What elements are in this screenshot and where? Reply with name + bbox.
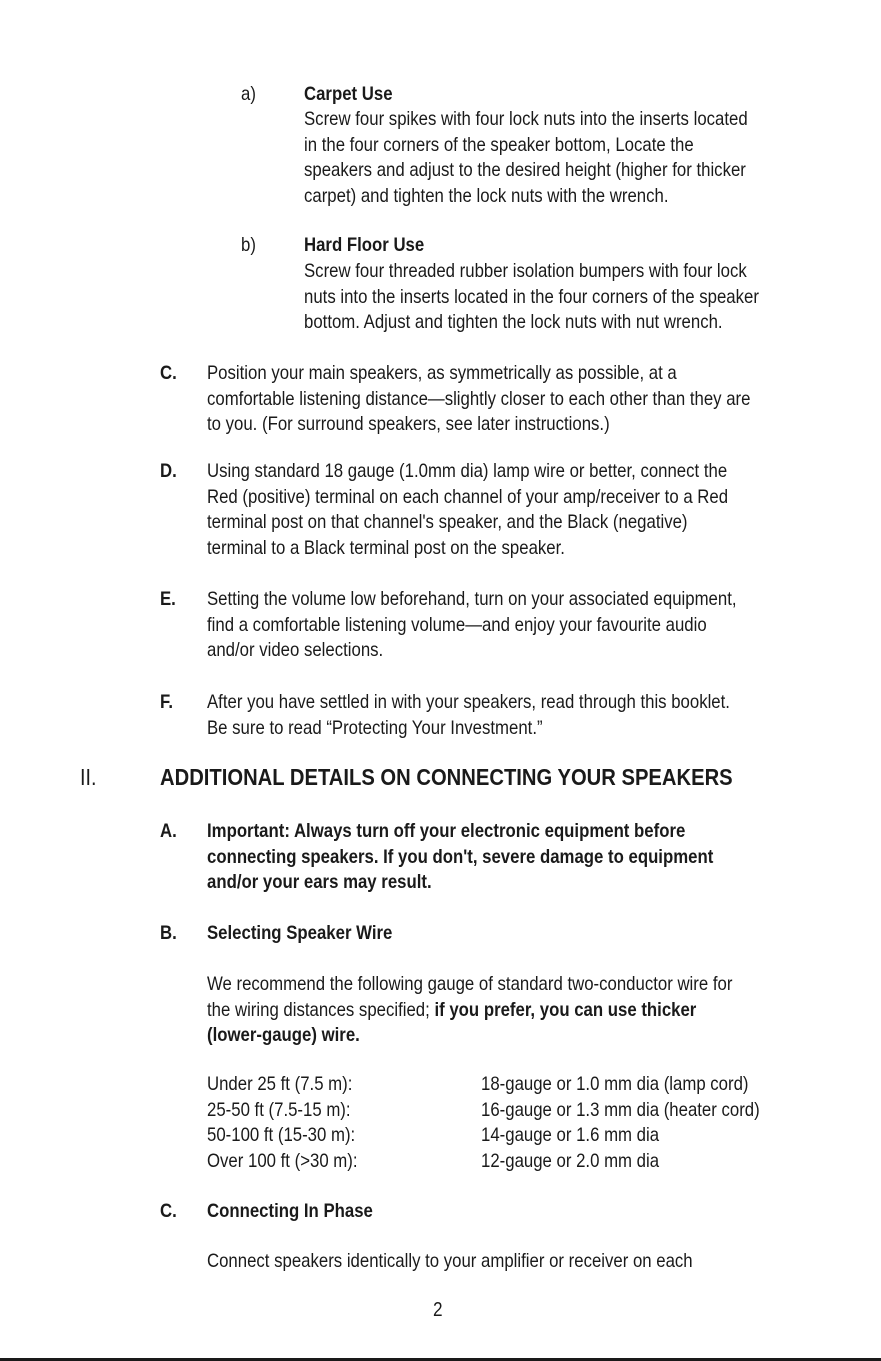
wire-distance: Under 25 ft (7.5 m):	[207, 1073, 353, 1095]
item-marker-b: B.	[160, 922, 177, 944]
text-line: Setting the volume low beforehand, turn on your associated equipment,	[207, 588, 737, 610]
carpet-use-heading: Carpet Use	[304, 83, 393, 105]
page-number: 2	[433, 1299, 443, 1321]
text-line: to you. (For surround speakers, see later instructions.)	[207, 413, 610, 436]
text-line: Be sure to read “Protecting Your Investment.”	[207, 716, 543, 739]
important-warning	[207, 819, 713, 896]
wire-distance: 50-100 ft (15-30 m):	[207, 1124, 356, 1147]
text-line: carpet) and tighten the lock nuts with the wrench.	[304, 184, 669, 207]
wire-gauge: 14-gauge or 1.6 mm dia	[481, 1124, 660, 1147]
text-line: terminal post on that channel's speaker, and the Black (negative)	[207, 511, 688, 534]
text-normal: the wiring distances specified;	[207, 998, 435, 1021]
text-line: (lower-gauge) wire.	[207, 1024, 360, 1047]
wire-gauge-column	[481, 1072, 760, 1174]
wire-gauge: 12-gauge or 2.0 mm dia	[481, 1149, 660, 1172]
text-line: and/or your ears may result.	[207, 871, 432, 894]
step-c-body	[207, 361, 750, 438]
item-marker-c: C.	[160, 1200, 177, 1222]
wire-intro-paragraph	[207, 972, 732, 1049]
section-number: II.	[80, 764, 97, 790]
text-line: We recommend the following gauge of standard two-conductor wire for	[207, 973, 733, 995]
text-line	[207, 998, 732, 1024]
step-d-body	[207, 459, 728, 561]
text-line: bottom. Adjust and tighten the lock nuts with nut wrench.	[304, 311, 723, 334]
wire-gauge: 16-gauge or 1.3 mm dia (heater cord)	[481, 1098, 760, 1121]
sub-item-marker-a: a)	[241, 83, 256, 105]
wire-gauge: 18-gauge or 1.0 mm dia (lamp cord)	[481, 1073, 749, 1095]
text-line: Using standard 18 gauge (1.0mm dia) lamp wire or better, connect the	[207, 460, 728, 482]
text-line: speakers and adjust to the desired height (higher for thicker	[304, 159, 746, 182]
connecting-in-phase-body: Connect speakers identically to your amplifier or receiver on each	[207, 1250, 693, 1272]
wire-distance-column	[207, 1072, 358, 1174]
step-marker-d: D.	[160, 460, 177, 482]
text-line: connecting speakers. If you don't, severe damage to equipment	[207, 845, 714, 868]
step-f-body	[207, 690, 730, 741]
text-line: nuts into the inserts located in the four corners of the speaker	[304, 285, 759, 308]
text-line: Red (positive) terminal on each channel of your amp/receiver to a Red	[207, 485, 729, 508]
text-line: terminal to a Black terminal post on the speaker.	[207, 536, 565, 559]
item-marker-a: A.	[160, 820, 177, 842]
section-title: ADDITIONAL DETAILS ON CONNECTING YOUR SPEAKERS	[160, 764, 733, 790]
sub-item-marker-b: b)	[241, 234, 256, 256]
step-marker-c: C.	[160, 362, 177, 384]
step-marker-f: F.	[160, 691, 174, 713]
step-marker-e: E.	[160, 588, 176, 610]
carpet-use-body	[304, 107, 748, 209]
text-line: Position your main speakers, as symmetrically as possible, at a	[207, 362, 677, 384]
text-line: After you have settled in with your speakers, read through this booklet.	[207, 691, 730, 713]
text-line: in the four corners of the speaker bottom, Locate the	[304, 133, 694, 156]
wire-distance: 25-50 ft (7.5-15 m):	[207, 1098, 351, 1121]
hard-floor-use-heading: Hard Floor Use	[304, 234, 425, 256]
selecting-wire-heading: Selecting Speaker Wire	[207, 922, 393, 944]
connecting-in-phase-heading: Connecting In Phase	[207, 1200, 373, 1222]
text-bold: if you prefer, you can use thicker	[434, 998, 697, 1021]
step-e-body	[207, 587, 737, 664]
text-line: and/or video selections.	[207, 639, 384, 662]
wire-distance: Over 100 ft (>30 m):	[207, 1149, 358, 1172]
text-line: comfortable listening distance—slightly closer to each other than they are	[207, 387, 751, 410]
text-line: Screw four spikes with four lock nuts into the inserts located	[304, 108, 748, 130]
text-line: Screw four threaded rubber isolation bumpers with four lock	[304, 260, 747, 282]
hard-floor-use-body	[304, 259, 759, 336]
text-line: find a comfortable listening volume—and enjoy your favourite audio	[207, 613, 707, 636]
text-line: Important: Always turn off your electronic equipment before	[207, 820, 686, 842]
